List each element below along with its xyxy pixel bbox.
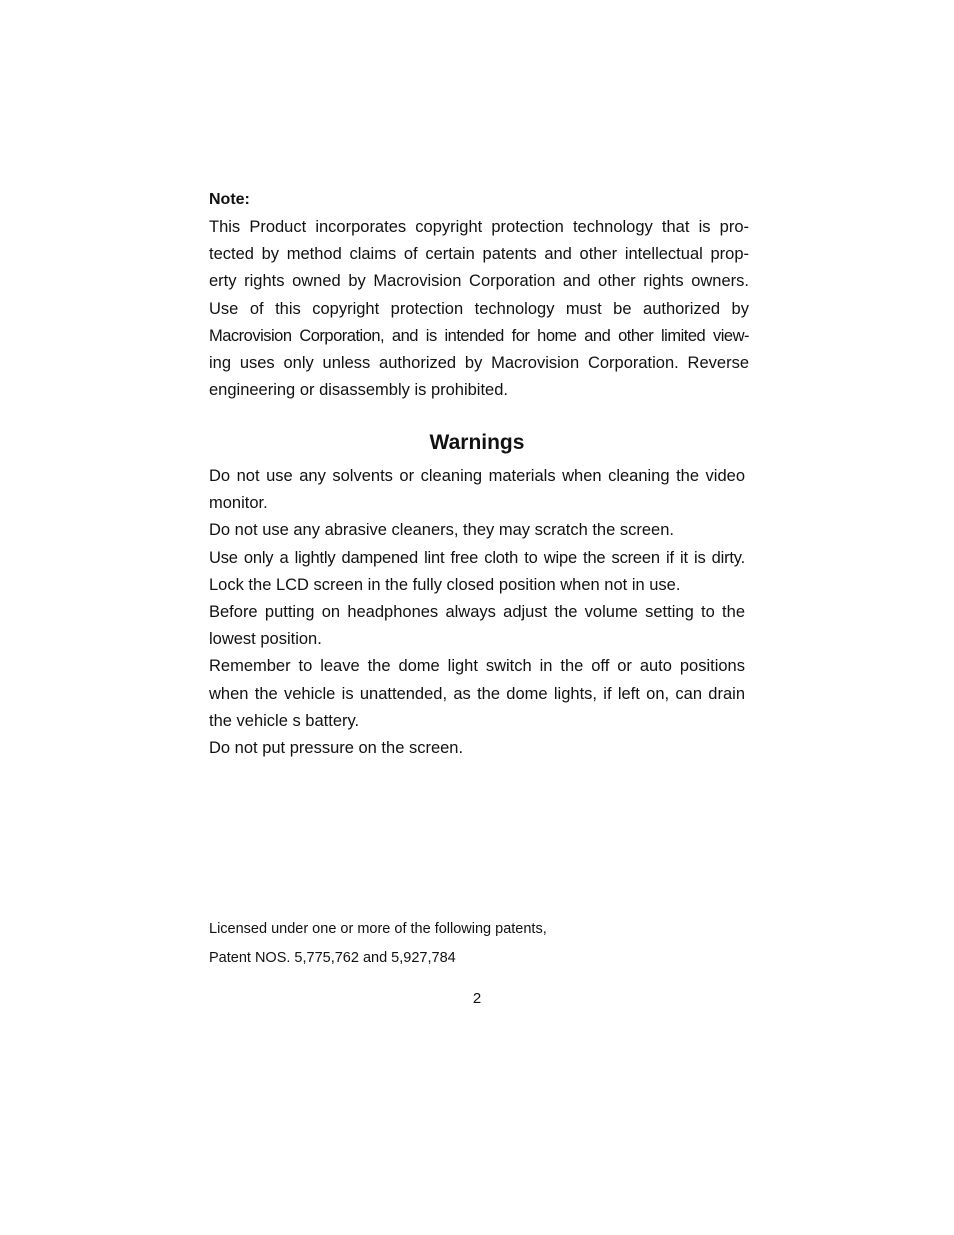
license-notice bbox=[209, 915, 749, 972]
license-line: Licensed under one or more of the following patents, bbox=[209, 921, 547, 937]
note-line: Use of this copyright protection technology must be authorized by bbox=[209, 299, 749, 318]
note-line: tected by method claims of certain patents and other intellectual prop- bbox=[209, 245, 749, 264]
warning-line: lowest position. bbox=[209, 630, 322, 649]
warnings-heading: Warnings bbox=[429, 431, 525, 454]
warning-line: Do not use any abrasive cleaners, they may scratch the screen. bbox=[209, 521, 674, 540]
note-line: ing uses only unless authorized by Macrovision Corporation. Reverse bbox=[209, 353, 749, 372]
note-heading: Note: bbox=[209, 191, 250, 208]
note-line: This Product incorporates copyright protection technology that is pro- bbox=[209, 218, 749, 236]
note-line: Macrovision Corporation, and is intended for home and other limited view- bbox=[209, 326, 749, 345]
warning-line: Do not use any solvents or cleaning materials when cleaning the video bbox=[209, 467, 745, 485]
note-line: erty rights owned by Macrovision Corporation and other rights owners. bbox=[209, 272, 749, 291]
warning-line: Before putting on headphones always adjust the volume setting to the bbox=[209, 602, 745, 621]
warning-line: the vehicle s battery. bbox=[209, 711, 360, 730]
note-paragraph bbox=[209, 214, 749, 404]
warnings-list bbox=[209, 463, 745, 762]
warning-line: Do not put pressure on the screen. bbox=[209, 738, 464, 757]
warning-line: Remember to leave the dome light switch in the off or auto positions bbox=[209, 657, 745, 676]
warning-line: when the vehicle is unattended, as the dome lights, if left on, can drain bbox=[209, 684, 745, 703]
page-number: 2 bbox=[472, 990, 482, 1007]
note-line: engineering or disassembly is prohibited. bbox=[209, 381, 508, 400]
warning-line: Lock the LCD screen in the fully closed position when not in use. bbox=[209, 575, 681, 594]
warning-line: monitor. bbox=[209, 494, 268, 513]
warning-line: Use only a lightly dampened lint free cloth to wipe the screen if it is dirty. bbox=[209, 548, 745, 567]
patent-numbers: Patent NOS. 5,775,762 and 5,927,784 bbox=[209, 949, 456, 966]
